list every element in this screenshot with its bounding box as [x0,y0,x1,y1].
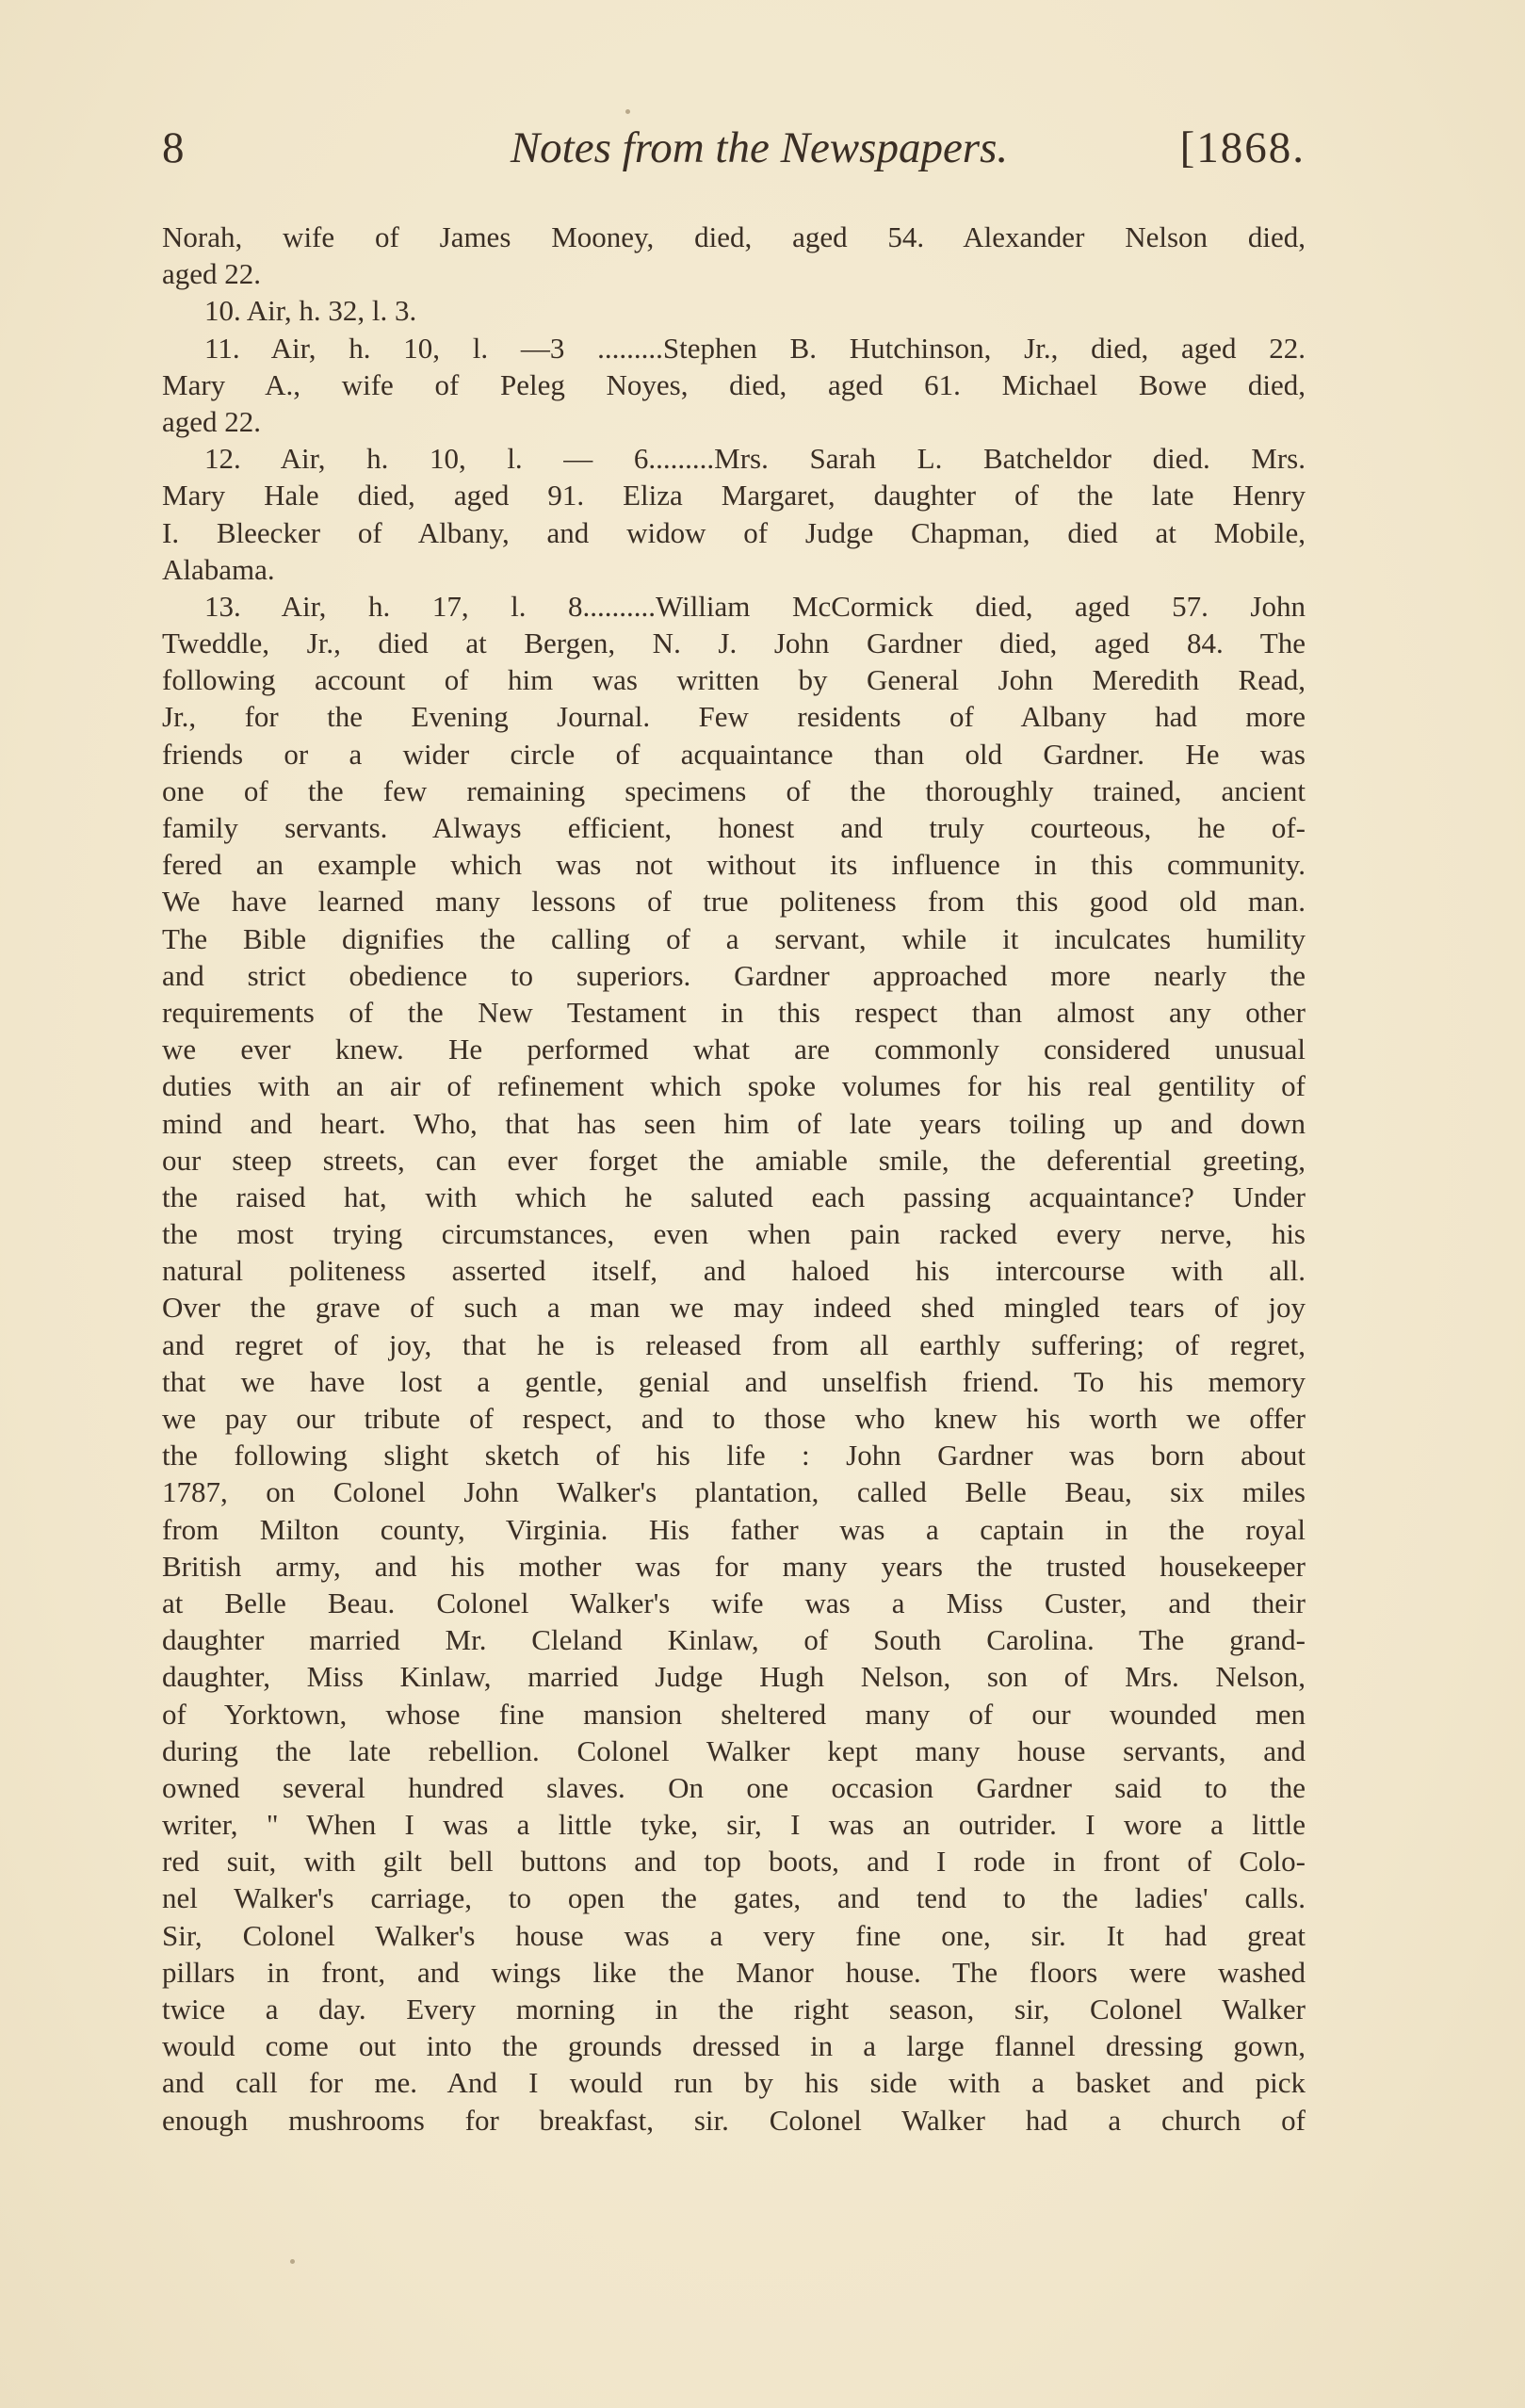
text-line: family servants. Always efficient, honest and truly courteous, he of- [162,811,1306,844]
text-line: Over the grave of such a man we may indeed shed mingled tears of joy [162,1291,1306,1325]
text-line: The Bible dignifies the calling of a servant, while it inculcates humility [162,921,1306,955]
text-line: following account of him was written by General John Meredith Read, [162,663,1306,697]
text-line: we ever knew. He performed what are commonly considered unusual [162,1033,1306,1066]
text-line: and strict obedience to superiors. Gardner approached more nearly the [162,958,1306,992]
text-line: daughter, Miss Kinlaw, married Judge Hugh Nelson, son of Mrs. Nelson, [162,1660,1306,1694]
text-line: enough mushrooms for breakfast, sir. Colonel Walker had a church of [162,2103,1306,2137]
text-line: 1787, on Colonel John Walker's plantation, called Belle Beau, six miles [162,1475,1306,1509]
text-line: mind and heart. Who, that has seen him of late years toiling up and down [162,1106,1306,1140]
text-line: that we have lost a gentle, genial and unselfish friend. To his memory [162,1364,1306,1398]
text-line: We have learned many lessons of true politeness from this good old man. [162,885,1306,919]
margin-speck [290,2259,295,2264]
body-text [162,219,1306,2139]
text-line: 12. Air, h. 10, l. — 6.........Mrs. Sarah L. Batcheldor died. Mrs. [204,442,1306,476]
margin-speck [625,109,630,114]
page-header [162,122,1319,188]
text-line: writer, " When I was a little tyke, sir, I was an outrider. I wore a little [162,1808,1306,1842]
text-line: Mary Hale died, aged 91. Eliza Margaret, daughter of the late Henry [162,479,1306,513]
text-line: friends or a wider circle of acquaintance than old Gardner. He was [162,737,1306,771]
text-line: 11. Air, h. 10, l. —3 .........Stephen B. Hutchinson, Jr., died, aged 22. [204,331,1306,365]
text-line: fered an example which was not without its influence in this community. [162,848,1306,882]
text-line: aged 22. [162,257,262,291]
text-line: Alabama. [162,552,275,586]
text-line: owned several hundred slaves. On one occasion Gardner said to the [162,1770,1306,1804]
text-line: one of the few remaining specimens of the thoroughly trained, ancient [162,773,1306,807]
header-year: [1868. [1179,123,1306,172]
text-line: Norah, wife of James Mooney, died, aged 54. Alexander Nelson died, [162,220,1306,253]
text-line: natural politeness asserted itself, and haloed his intercourse with all. [162,1254,1306,1288]
text-line: would come out into the grounds dressed in a large flannel dressing gown, [162,2029,1306,2063]
text-line: Tweddle, Jr., died at Bergen, N. J. John Gardner died, aged 84. The [162,626,1306,660]
text-line: twice a day. Every morning in the right season, sir, Colonel Walker [162,1993,1306,2026]
text-line: the following slight sketch of his life : John Gardner was born about [162,1439,1306,1472]
text-line: of Yorktown, whose fine mansion sheltered many of our wounded men [162,1697,1306,1731]
text-line: during the late rebellion. Colonel Walker kept many house servants, and [162,1733,1306,1767]
text-line: and call for me. And I would run by his side with a basket and pick [162,2066,1306,2100]
text-line: from Milton county, Virginia. His father was a captain in the royal [162,1512,1306,1546]
text-line: aged 22. [162,404,262,438]
text-line: 13. Air, h. 17, l. 8..........William McCormick died, aged 57. John [204,589,1306,623]
text-line: daughter married Mr. Cleland Kinlaw, of South Carolina. The grand- [162,1623,1306,1657]
text-line: and regret of joy, that he is released from all earthly suffering; of regret, [162,1327,1306,1361]
text-line: nel Walker's carriage, to open the gates, and tend to the ladies' calls. [162,1881,1306,1915]
text-line: the most trying circumstances, even when pain racked every nerve, his [162,1217,1306,1251]
text-line: 10. Air, h. 32, l. 3. [204,294,417,328]
text-line: duties with an air of refinement which spoke volumes for his real gentility of [162,1069,1306,1103]
text-line: we pay our tribute of respect, and to those who knew his worth we offer [162,1402,1306,1435]
text-line: requirements of the New Testament in this respect than almost any other [162,995,1306,1029]
text-line: our steep streets, can ever forget the amiable smile, the deferential greeting, [162,1143,1306,1177]
text-line: the raised hat, with which he saluted each passing acquaintance? Under [162,1180,1306,1213]
text-line: Jr., for the Evening Journal. Few residents of Albany had more [162,700,1306,734]
running-title: Notes from the Newspapers. [510,123,1009,172]
text-line: at Belle Beau. Colonel Walker's wife was a Miss Custer, and their [162,1586,1306,1619]
text-line: Sir, Colonel Walker's house was a very fine one, sir. It had great [162,1918,1306,1952]
text-line: I. Bleecker of Albany, and widow of Judge Chapman, died at Mobile, [162,515,1306,549]
page-number: 8 [162,123,185,172]
text-line: red suit, with gilt bell buttons and top boots, and I rode in front of Colo- [162,1845,1306,1879]
text-line: British army, and his mother was for many years the trusted housekeeper [162,1549,1306,1583]
text-line: pillars in front, and wings like the Manor house. The floors were washed [162,1955,1306,1989]
text-line: Mary A., wife of Peleg Noyes, died, aged 61. Michael Bowe died, [162,367,1306,401]
